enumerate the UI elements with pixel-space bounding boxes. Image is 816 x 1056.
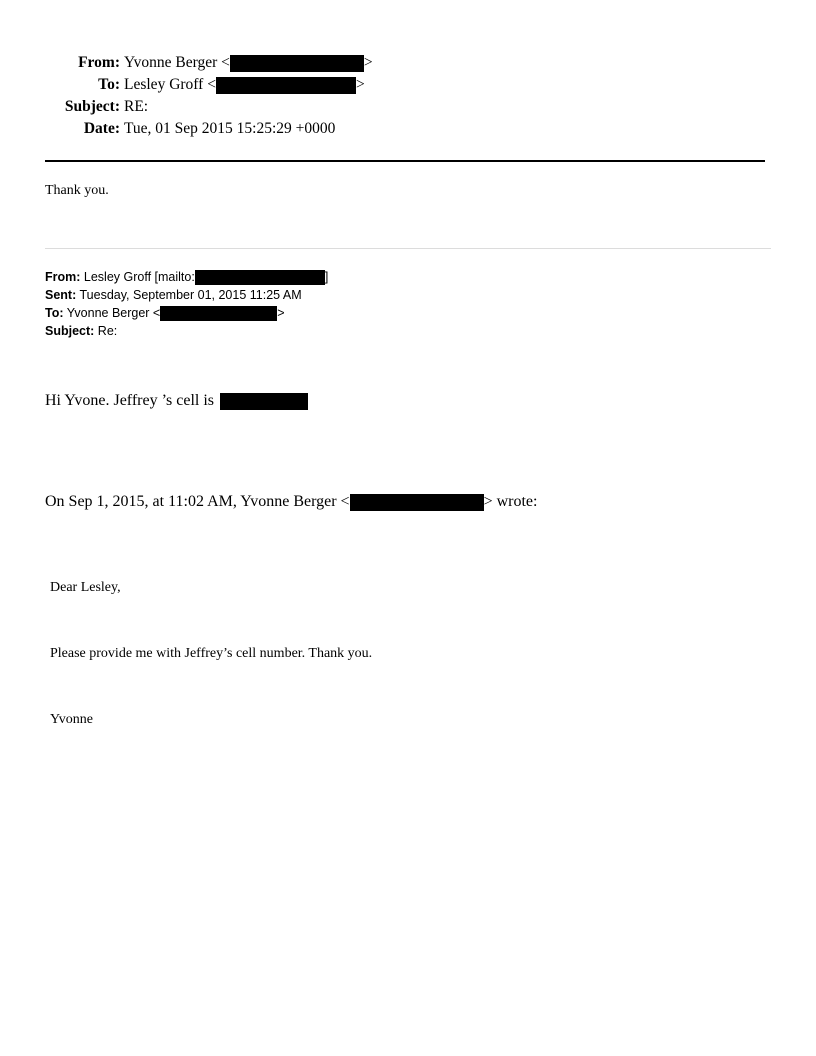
header-to-row	[0, 74, 400, 96]
quoted-body: Hi Yvone. Jeffrey ’s cell is	[45, 392, 219, 409]
redaction-box	[195, 270, 325, 285]
attribution-prefix: On Sep 1, 2015, at 11:02 AM, Yvonne Berger <	[45, 493, 350, 510]
from-close: >	[363, 54, 373, 71]
subject-label: Subject:	[64, 98, 120, 115]
redaction-box	[216, 77, 356, 94]
date-label: Date:	[83, 120, 120, 137]
from-value: Yvonne Berger <	[124, 54, 230, 71]
attribution-row	[45, 493, 537, 511]
reply-body: Thank you.	[45, 183, 109, 198]
quoted-from-close: ]	[324, 270, 329, 284]
quoted-subject-label: Subject:	[45, 324, 95, 338]
redaction-box	[350, 494, 484, 511]
quoted-sent-row	[45, 286, 302, 304]
quoted-from-label: From:	[45, 270, 81, 284]
to-close: >	[355, 76, 365, 93]
quoted-to-close: >	[277, 306, 285, 320]
redaction-box	[220, 393, 308, 410]
header-divider	[45, 160, 765, 162]
header-date-row	[0, 118, 400, 140]
quoted-from-value: Lesley Groff [mailto:	[80, 270, 195, 284]
to-value: Lesley Groff <	[124, 76, 216, 93]
quoted-sent-label: Sent:	[45, 288, 77, 302]
quoted-subject-row	[45, 322, 117, 340]
quoted-to-row	[45, 304, 285, 322]
redaction-box	[160, 306, 277, 321]
to-label: To:	[98, 76, 120, 93]
quoted-to-label: To:	[45, 306, 64, 320]
quoted-sent-value: Tuesday, September 01, 2015 11:25 AM	[76, 288, 302, 302]
quoted-to-value: Yvonne Berger <	[63, 306, 161, 320]
attribution-suffix: > wrote:	[483, 493, 538, 510]
subject-value: RE:	[124, 98, 149, 115]
from-label: From:	[78, 54, 120, 71]
original-signature: Yvonne	[50, 712, 93, 727]
quoted-from-row	[45, 268, 328, 286]
original-greeting: Dear Lesley,	[50, 580, 121, 595]
redaction-box	[230, 55, 364, 72]
quoted-body-row	[45, 392, 308, 410]
header-from-row	[0, 52, 400, 74]
quoted-subject-value: Re:	[94, 324, 118, 338]
date-value: Tue, 01 Sep 2015 15:25:29 +0000	[124, 120, 336, 137]
quote-divider	[45, 248, 771, 249]
original-request: Please provide me with Jeffrey’s cell number. Thank you.	[50, 646, 373, 661]
header-subject-row	[0, 96, 400, 118]
